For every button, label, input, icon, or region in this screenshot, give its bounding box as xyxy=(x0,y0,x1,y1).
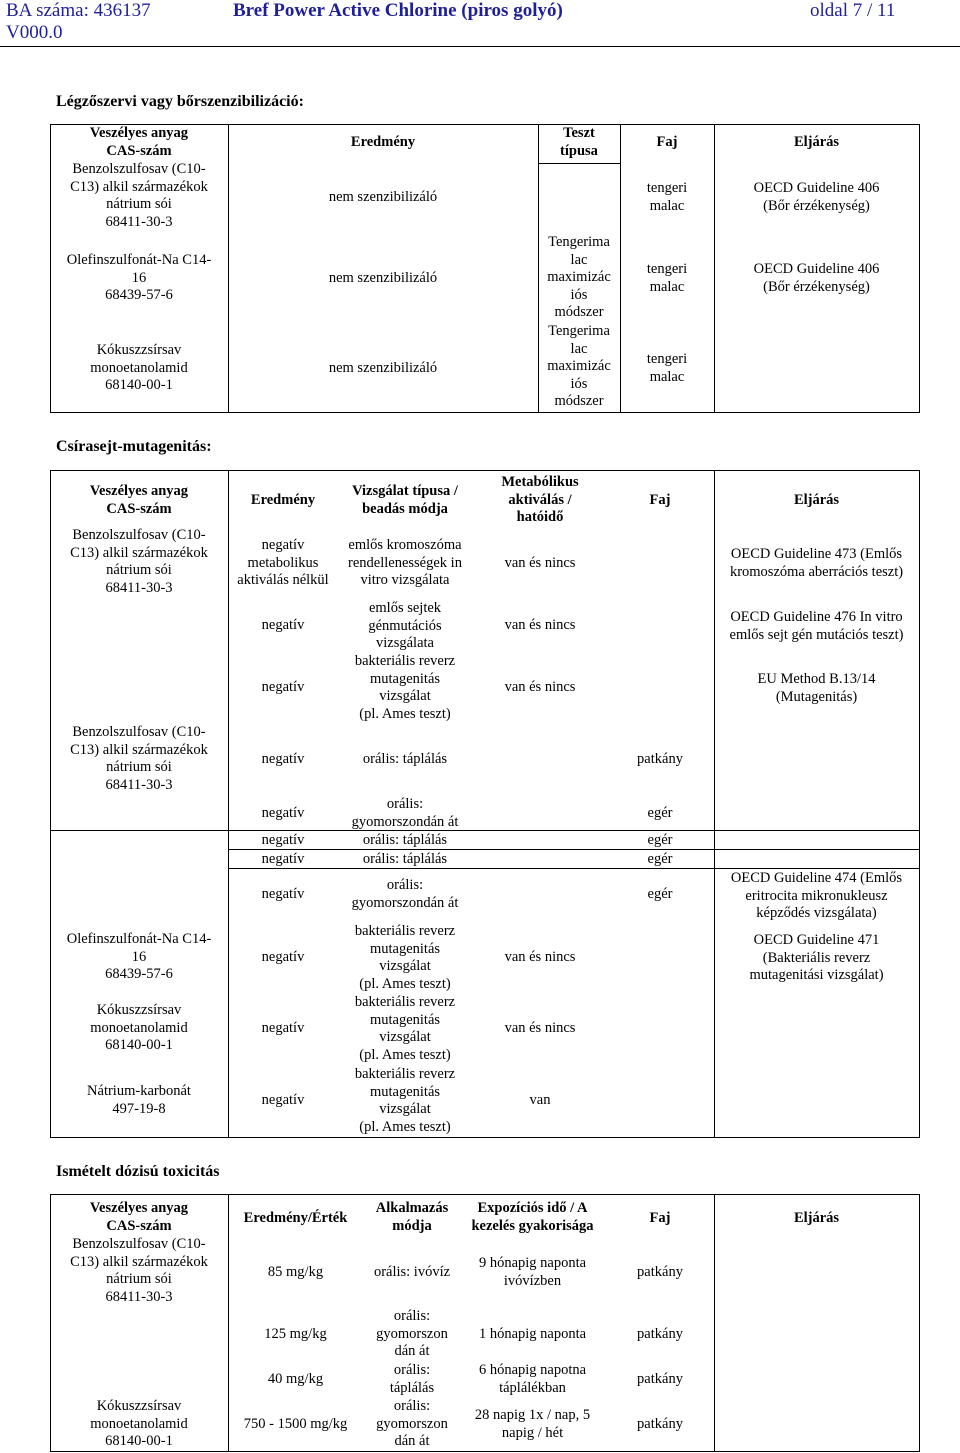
sens-substance-2: Olefinszulfonát-Na C14- 16 68439-57-6 xyxy=(66,252,212,303)
mut-result-2: negatív xyxy=(261,617,305,633)
rep-header-application: Alkalmazás módja xyxy=(375,1200,449,1234)
rep-result-3: 40 mg/kg xyxy=(267,1371,324,1387)
sens-species-1: tengeri malac xyxy=(646,180,688,214)
mut-result-10: negatív xyxy=(261,1020,305,1036)
mut-activation-4: van és nincs xyxy=(504,949,576,965)
mut-method-474: OECD Guideline 474 (Emlős eritrocita mikronukleusz képződés vizsgálata) xyxy=(730,870,903,921)
sens-header-method: Eljárás xyxy=(793,134,840,150)
page-number: oldal 7 / 11 xyxy=(810,0,896,21)
mut-result-7: negatív xyxy=(261,851,305,867)
mut-test-6: orális: táplálás xyxy=(362,832,448,848)
sens-result-2: nem szenzibilizáló xyxy=(328,270,438,286)
mut-result-9: negatív xyxy=(261,949,305,965)
rep-app-3: orális: táplálás xyxy=(389,1362,435,1396)
document-title: Bref Power Active Chlorine (piros golyó) xyxy=(233,0,563,21)
mut-method-471: OECD Guideline 471 (Bakteriális reverz mutagenitási vizsgálat) xyxy=(749,932,884,983)
mut-result-8: negatív xyxy=(261,886,305,902)
section-title-mutagenicity: Csírasejt-mutagenitás: xyxy=(56,438,212,455)
section-title-sensitization: Légzőszervi vagy bőrszenzibilizáció: xyxy=(56,93,304,110)
sens-substance-1: Benzolszulfosav (C10- C13) alkil származékok nátrium sói 68411-30-3 xyxy=(70,161,208,230)
mut-method-476: OECD Guideline 476 In vitro emlős sejt gén mutációs teszt) xyxy=(729,609,904,643)
rep-species-1: patkány xyxy=(637,1264,683,1280)
mut-result-6: negatív xyxy=(261,832,305,848)
sens-header-cas: CAS-szám xyxy=(106,143,172,159)
ba-number: BA száma: 436137 xyxy=(6,0,151,21)
rep-header-species: Faj xyxy=(649,1210,671,1226)
mut-species-1: patkány xyxy=(637,751,683,767)
mut-activation-5: van és nincs xyxy=(504,1020,576,1036)
sens-type-2: Tengerima lac maximizác iós módszer xyxy=(547,234,611,320)
mut-method-b13: EU Method B.13/14 (Mutagenitás) xyxy=(757,671,876,705)
rep-result-4: 750 - 1500 mg/kg xyxy=(243,1416,348,1432)
mut-test-10: bakteriális reverz mutagenitás vizsgálat (pl. Ames teszt) xyxy=(354,994,456,1063)
sens-result-1: nem szenzibilizáló xyxy=(328,189,438,205)
sens-method-1: OECD Guideline 406 (Bőr érzékenység) xyxy=(753,180,880,214)
rep-substance-1: Benzolszulfosav (C10- C13) alkil származékok nátrium sói 68411-30-3 xyxy=(70,1236,208,1305)
mut-method-473: OECD Guideline 473 (Emlős kromoszóma aberrációs teszt) xyxy=(729,546,904,580)
mut-substance-1: Benzolszulfosav (C10- C13) alkil származékok nátrium sói 68411-30-3 xyxy=(70,527,208,596)
rep-species-4: patkány xyxy=(637,1416,683,1432)
mut-test-5: orális: gyomorszondán át xyxy=(351,796,459,830)
mut-result-4: negatív xyxy=(261,751,305,767)
sens-substance-3: Kókuszzsírsav monoetanolamid 68140-00-1 xyxy=(90,342,188,393)
rep-header-method: Eljárás xyxy=(793,1210,840,1226)
mut-test-7: orális: táplálás xyxy=(362,851,448,867)
mut-header-test: Vizsgálat típusa / beadás módja xyxy=(352,483,458,517)
mut-result-1: negatív metabolikus aktiválás nélkül xyxy=(237,537,329,588)
mut-species-4: egér xyxy=(647,851,673,867)
rep-app-4: orális: gyomorszon dán át xyxy=(376,1398,448,1449)
mut-test-11: bakteriális reverz mutagenitás vizsgálat (pl. Ames teszt) xyxy=(354,1066,456,1135)
mut-header-result: Eredmény xyxy=(250,492,316,508)
sens-header-type: Teszt típusa xyxy=(560,125,598,159)
mut-header-species: Faj xyxy=(649,492,671,508)
rep-exposure-2: 1 hónapig naponta xyxy=(478,1326,587,1342)
rep-species-2: patkány xyxy=(637,1326,683,1342)
rep-result-1: 85 mg/kg xyxy=(267,1264,324,1280)
mut-result-5: negatív xyxy=(261,805,305,821)
version: V000.0 xyxy=(6,22,63,43)
rep-header-exposure: Expozíciós idő / A kezelés gyakorisága xyxy=(471,1200,594,1234)
rep-header-result: Eredmény/Érték xyxy=(243,1210,348,1226)
mut-activation-3: van és nincs xyxy=(504,679,576,695)
mut-result-11: negatív xyxy=(261,1092,305,1108)
mut-result-3: negatív xyxy=(261,679,305,695)
mut-activation-2: van és nincs xyxy=(504,617,576,633)
rep-exposure-3: 6 hónapig napotna táplálékban xyxy=(478,1362,587,1396)
mut-header-activation: Metabólikus aktiválás / hatóidő xyxy=(501,474,579,525)
mut-test-9: bakteriális reverz mutagenitás vizsgálat (pl. Ames teszt) xyxy=(354,923,456,992)
rep-exposure-1: 9 hónapig naponta ivóvízben xyxy=(478,1255,587,1289)
mut-substance-3: Kókuszzsírsav monoetanolamid 68140-00-1 xyxy=(90,1002,188,1053)
mut-header-method: Eljárás xyxy=(793,492,840,508)
sens-header-species: Faj xyxy=(656,134,678,150)
header-rule xyxy=(0,46,960,47)
sens-header-substance: Veszélyes anyag xyxy=(89,125,189,141)
rep-species-3: patkány xyxy=(637,1371,683,1387)
mut-activation-1: van és nincs xyxy=(504,555,576,571)
mut-species-2: egér xyxy=(647,805,673,821)
sens-method-2: OECD Guideline 406 (Bőr érzékenység) xyxy=(753,261,880,295)
sens-header-result: Eredmény xyxy=(350,134,416,150)
mut-test-8: orális: gyomorszondán át xyxy=(351,877,459,911)
rep-substance-3: Kókuszzsírsav monoetanolamid 68140-00-1 xyxy=(90,1398,188,1449)
rep-header-substance: Veszélyes anyag CAS-szám xyxy=(89,1200,189,1234)
mut-substance-2: Olefinszulfonát-Na C14- 16 68439-57-6 xyxy=(66,931,212,982)
mut-test-4: orális: táplálás xyxy=(362,751,448,767)
mut-substance-4: Nátrium-karbonát 497-19-8 xyxy=(87,1083,191,1117)
sens-result-3: nem szenzibilizáló xyxy=(328,360,438,376)
rep-exposure-4: 28 napig 1x / nap, 5 napig / hét xyxy=(474,1407,591,1441)
mut-substance-1b: Benzolszulfosav (C10- C13) alkil származékok nátrium sói 68411-30-3 xyxy=(70,724,208,793)
mut-species-3: egér xyxy=(647,832,673,848)
mut-test-3: bakteriális reverz mutagenitás vizsgálat (pl. Ames teszt) xyxy=(354,653,456,722)
sens-species-2: tengeri malac xyxy=(646,261,688,295)
mut-header-substance: Veszélyes anyag CAS-szám xyxy=(89,483,189,517)
sens-type-3: Tengerima lac maximizác iós módszer xyxy=(547,323,611,409)
rep-result-2: 125 mg/kg xyxy=(264,1326,327,1342)
rep-app-2: orális: gyomorszon dán át xyxy=(376,1308,448,1359)
rep-app-1: orális: ivóvíz xyxy=(373,1264,451,1280)
mut-test-1: emlős kromoszóma rendellenességek in vitro vizsgálata xyxy=(348,537,462,588)
sens-species-3: tengeri malac xyxy=(646,351,688,385)
mut-test-2: emlős sejtek génmutációs vizsgálata xyxy=(368,600,442,651)
section-title-repeated-dose: Ismételt dózisú toxicitás xyxy=(56,1163,220,1180)
mut-species-5: egér xyxy=(647,886,673,902)
mut-activation-6: van xyxy=(529,1092,551,1108)
